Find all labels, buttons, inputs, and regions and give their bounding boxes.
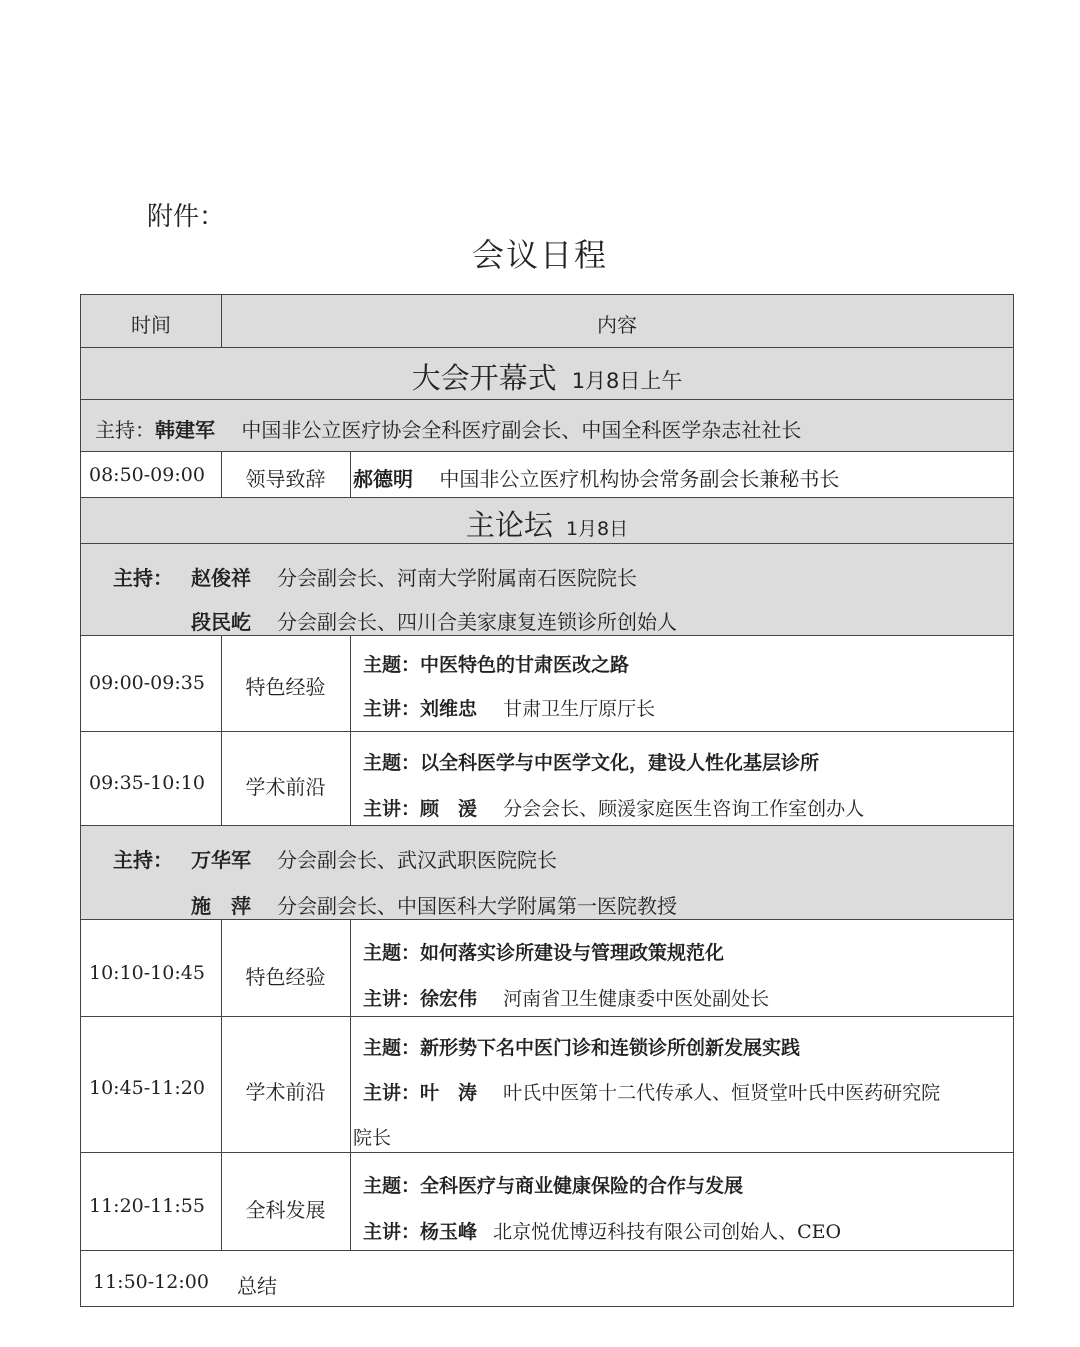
closing-row — [81, 1250, 1013, 1306]
session-time: 09:35-10:10 — [89, 772, 205, 794]
hosts2-desc-2: 分会副会长、中国医科大学附属第一医院教授 — [277, 894, 677, 918]
opening-speech-row — [81, 451, 1013, 497]
attachment-label: 附件： — [147, 202, 226, 232]
hosts1-name-2: 段民屹 — [191, 610, 251, 634]
session-type: 学术前沿 — [245, 1080, 326, 1104]
session-speaker: 刘维忠 — [420, 698, 478, 720]
session-topic: 以全科医学与中医学文化，建设人性化基层诊所 — [420, 752, 820, 774]
session-time: 10:10-10:45 — [89, 962, 205, 984]
session-speaker-desc-cont: 院长 — [353, 1127, 392, 1149]
hosts-row-2 — [81, 825, 1013, 919]
session-time: 10:45-11:20 — [89, 1077, 205, 1099]
section-forum — [81, 497, 1013, 543]
session-speaker-desc: 分会会长、顾湲家庭医生咨询工作室创办人 — [503, 798, 865, 820]
topic-label: 主题： — [363, 752, 421, 774]
opening-host-row — [81, 399, 1013, 451]
speaker-label: 主讲： — [363, 988, 421, 1010]
session-topic: 全科医疗与商业健康保险的合作与发展 — [420, 1175, 744, 1197]
host-desc: 中国非公立医疗协会全科医疗副会长、中国全科医学杂志社社长 — [241, 418, 802, 442]
session-type: 特色经验 — [245, 965, 326, 989]
hosts2-name-1: 万华军 — [191, 848, 251, 872]
speaker-label: 主讲： — [363, 798, 421, 820]
header-time: 时间 — [131, 313, 171, 337]
speech-time: 08:50-09:00 — [89, 464, 205, 486]
hosts-row-1 — [81, 543, 1013, 635]
host-name: 韩建军 — [155, 418, 215, 442]
session-topic: 新形势下名中医门诊和连锁诊所创新发展实践 — [420, 1037, 801, 1059]
section-forum-date: 1月8日 — [565, 518, 629, 540]
hosts2-name-2: 施 萍 — [191, 894, 251, 918]
header-content: 内容 — [597, 313, 637, 337]
session-topic: 中医特色的甘肃医改之路 — [420, 654, 630, 676]
section-opening-date: 1月8日上午 — [571, 369, 683, 393]
closing-time: 11:50-12:00 — [93, 1271, 209, 1293]
session-speaker: 顾 湲 — [420, 798, 478, 820]
hosts1-label: 主持： — [113, 566, 173, 590]
speech-speaker: 郝德明 — [353, 467, 413, 491]
page-title: 会议日程 — [471, 236, 608, 274]
hosts1-desc-2: 分会副会长、四川合美家康复连锁诊所创始人 — [277, 610, 677, 634]
speaker-label: 主讲： — [363, 698, 421, 720]
session-row — [81, 635, 1013, 731]
speaker-label: 主讲： — [363, 1221, 421, 1243]
hosts1-desc-1: 分会副会长、河南大学附属南石医院院长 — [277, 566, 637, 590]
session-speaker-desc: 河南省卫生健康委中医处副处长 — [503, 988, 770, 1010]
table-header — [81, 295, 1013, 347]
section-opening-name: 大会开幕式 — [411, 361, 557, 395]
session-speaker-desc: 甘肃卫生厅原厅长 — [503, 698, 656, 720]
session-speaker: 杨玉峰 — [420, 1221, 478, 1243]
session-time: 09:00-09:35 — [89, 672, 205, 694]
session-speaker: 徐宏伟 — [420, 988, 478, 1010]
topic-label: 主题： — [363, 1037, 421, 1059]
speaker-label: 主讲： — [363, 1082, 421, 1104]
speech-desc: 中国非公立医疗机构协会常务副会长兼秘书长 — [439, 467, 840, 491]
session-row — [81, 919, 1013, 1016]
speech-type: 领导致辞 — [245, 467, 326, 491]
hosts2-desc-1: 分会副会长、武汉武职医院院长 — [277, 848, 557, 872]
session-speaker: 叶 涛 — [420, 1082, 478, 1104]
session-speaker-desc: 叶氏中医第十二代传承人、恒贤堂叶氏中医药研究院 — [503, 1082, 941, 1104]
topic-label: 主题： — [363, 942, 421, 964]
session-topic: 如何落实诊所建设与管理政策规范化 — [420, 942, 725, 964]
section-forum-name: 主论坛 — [465, 508, 553, 542]
host-label: 主持： — [95, 418, 155, 442]
session-speaker-desc: 北京悦优博迈科技有限公司创始人、CEO — [493, 1221, 842, 1243]
session-type: 全科发展 — [245, 1198, 326, 1222]
session-type: 特色经验 — [245, 675, 326, 699]
session-time: 11:20-11:55 — [89, 1195, 205, 1217]
section-opening — [81, 347, 1013, 399]
session-row — [81, 731, 1013, 825]
hosts1-name-1: 赵俊祥 — [191, 566, 251, 590]
session-type: 学术前沿 — [245, 775, 326, 799]
session-row — [81, 1016, 1013, 1152]
schedule-table — [80, 294, 1014, 1307]
topic-label: 主题： — [363, 654, 421, 676]
hosts2-label: 主持： — [113, 848, 173, 872]
topic-label: 主题： — [363, 1175, 421, 1197]
session-row — [81, 1152, 1013, 1250]
closing-label: 总结 — [237, 1274, 277, 1298]
